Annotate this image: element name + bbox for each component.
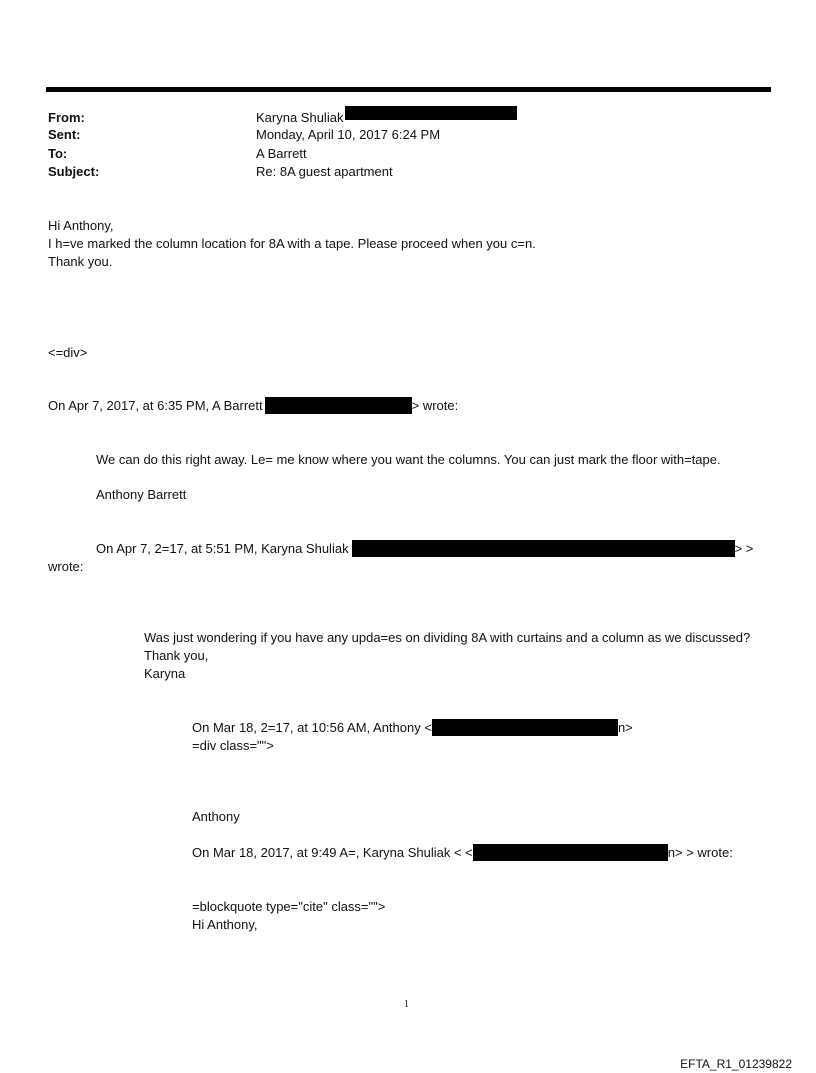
quote1-signature: Anthony Barrett: [96, 487, 187, 502]
quote3-header: [192, 719, 633, 736]
to-value: A Barrett: [256, 146, 307, 161]
redaction-bar: [345, 106, 517, 120]
redaction-bar: [432, 719, 618, 736]
quote2-header-pre: On Apr 7, 2=17, at 5:51 PM, Karyna Shuliak: [96, 541, 349, 556]
quote3-header-pre: On Mar 18, 2=17, at 10:56 AM, Anthony <: [192, 720, 432, 735]
quote1-header: [48, 397, 458, 414]
redaction-bar: [473, 844, 668, 861]
redaction-bar: [352, 540, 735, 557]
quote4-blockquote: =blockquote type="cite" class="">: [192, 899, 386, 914]
quote4-greeting: Hi Anthony,: [192, 917, 258, 932]
header-rule: [46, 87, 771, 92]
footer-document-id: EFTA_R1_01239822: [680, 1057, 792, 1071]
quote2-line-2: Thank you,: [144, 648, 209, 663]
quote2-header-wrap: wrote:: [48, 559, 84, 574]
quote4-header-pre: On Mar 18, 2017, at 9:49 A=, Karyna Shuliak < <: [192, 845, 473, 860]
from-name: Karyna Shuliak: [256, 110, 344, 125]
subject-value: Re: 8A guest apartment: [256, 164, 393, 179]
quote1-text: We can do this right away. Le= me know where you want the columns. You can just mark the floor with=tape.: [96, 452, 721, 467]
subject-label: Subject:: [48, 164, 100, 179]
to-label: To:: [48, 146, 68, 161]
body-line-1: I h=ve marked the column location for 8A with a tape. Please proceed when you c=n.: [48, 236, 536, 251]
body-line-2: Thank you.: [48, 254, 113, 269]
from-label: From:: [48, 110, 85, 125]
page-number: 1: [404, 999, 409, 1010]
quote3-header-post: n>: [617, 720, 633, 735]
sent-label: Sent:: [48, 127, 81, 142]
greeting: Hi Anthony,: [48, 218, 114, 233]
quote2-line-3: Karyna: [144, 666, 186, 681]
quote1-header-pre: On Apr 7, 2017, at 6:35 PM, A Barrett: [48, 398, 263, 413]
redaction-bar: [265, 397, 412, 414]
quote2-header: [96, 540, 753, 557]
quote1-header-post: > wrote:: [411, 398, 459, 413]
quote4-header-post: n> > wrote:: [667, 845, 733, 860]
quote2-header-post: > >: [734, 541, 754, 556]
sent-value: Monday, April 10, 2017 6:24 PM: [256, 127, 441, 142]
div-tag: <=div>: [48, 345, 88, 360]
quote4-header: [192, 844, 733, 861]
quote3-signature: Anthony: [192, 809, 240, 824]
quote2-line-1: Was just wondering if you have any upda=es on dividing 8A with curtains and a column as we discussed?: [144, 630, 751, 645]
quote3-div: =div class="">: [192, 738, 274, 753]
from-value: [256, 109, 517, 126]
